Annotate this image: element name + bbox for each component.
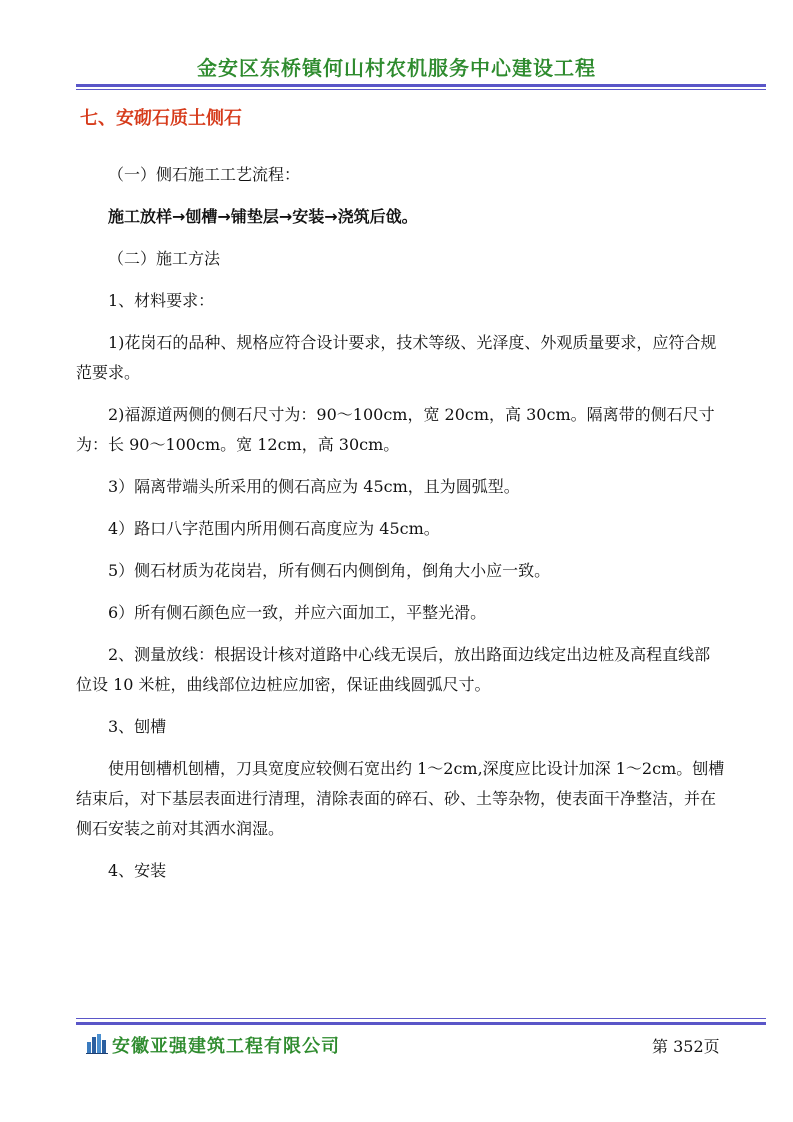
paragraph-trench: 使用刨槽机刨槽，刀具宽度应较侧石宽出约 1～2cm,深度应比设计加深 1～2cm。刨槽结束后，对下基层表面进行清理，清除表面的碎石、砂、土等杂物，使表面干净整洁，并在侧石安装之前对其洒水润湿。 [76,759,725,838]
paragraph-method-title: （二）施工方法 [108,249,221,268]
paragraph-material-title: 1、材料要求： [108,291,215,310]
footer-page-number: 第 352页 [652,1037,720,1056]
footer-rule-thick [76,1022,766,1025]
paragraph-material-3: 3）隔离带端头所采用的侧石高应为 45cm，且为圆弧型。 [108,477,520,496]
paragraph-trench-title: 3、刨槽 [108,717,167,736]
paragraph-material-2: 2)福源道两侧的侧石尺寸为：90～100cm，宽 20cm，高 30cm。隔离带的侧石尺寸为：长 90～100cm。宽 12cm，高 30cm。 [76,405,715,454]
document-body [76,160,726,898]
header-rule-thin [76,89,766,90]
section-heading: 七、安砌石质土侧石 [80,108,242,129]
footer-company: 安徽亚强建筑工程有限公司 [112,1036,340,1057]
paragraph-process-title: （一）侧石施工工艺流程： [108,165,301,184]
paragraph-material-4: 4）路口八字范围内所用侧石高度应为 45cm。 [108,519,440,538]
paragraph-material-6: 6）所有侧石颜色应一致，并应六面加工，平整光滑。 [108,603,487,622]
paragraph-install-title: 4、安装 [108,861,167,880]
header-title: 金安区东桥镇何山村农机服务中心建设工程 [197,56,596,80]
paragraph-material-5: 5）侧石材质为花岗岩，所有侧石内侧倒角，倒角大小应一致。 [108,561,551,580]
paragraph-material-1: 1)花岗石的品种、规格应符合设计要求，技术等级、光泽度、外观质量要求，应符合规范要求。 [76,333,717,382]
paragraph-survey: 2、测量放线：根据设计核对道路中心线无误后，放出路面边线定出边桩及高程直线部位设 10 米桩，曲线部位边桩应加密，保证曲线圆弧尺寸。 [76,645,711,694]
header-rule-thick [76,84,766,87]
footer-rule-thin [76,1018,766,1019]
paragraph-process-flow: 施工放样→刨槽→铺垫层→安装→浇筑后戗。 [108,207,418,226]
building-logo-icon [86,1034,108,1054]
